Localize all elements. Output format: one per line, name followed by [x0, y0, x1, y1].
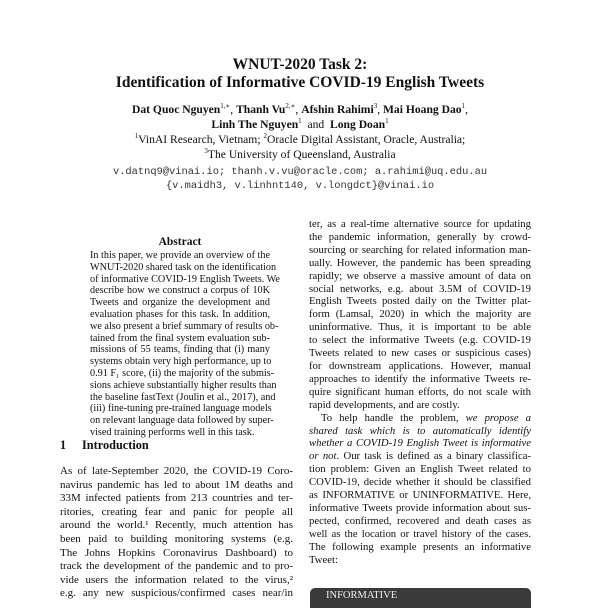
abstract-body — [90, 250, 280, 439]
introduction-body — [60, 465, 293, 601]
right-column-body — [309, 218, 531, 566]
text-line: on relevant language data followed by super- — [90, 415, 274, 427]
author: Dat Quoc Nguyen — [132, 103, 221, 116]
section-title: Introduction — [82, 438, 149, 452]
text-line: to select the informative Tweets (e.g. COVID-19 — [309, 334, 531, 347]
author: Mai Hoang Dao — [382, 103, 462, 116]
text-line: the pandemic information, generally by crowd- — [309, 230, 531, 243]
text-line: The Johns Hopkins Coronavirus Dashboard) to — [60, 546, 293, 559]
text-line: evaluation phases for this task. In addition, — [90, 308, 270, 320]
text-line: rapid developments, and are costly. — [309, 398, 460, 411]
text-line — [309, 425, 531, 438]
italic-run: or not — [309, 450, 337, 463]
text-line: social networks, e.g. about 3.5M of COVID-19 — [309, 282, 531, 295]
text-line — [309, 450, 531, 463]
authors-line1: Dat Quoc Nguyen$^{1,∗}$, Thanh $Vu^{2,∗}$, Afshin Rahimi$^3$, Mai Hoang Dao$^1$, — [132, 102, 468, 116]
text-line: vide users the information related to the virus,² — [60, 573, 293, 586]
text-line: missions of 55 teams, finding that (i) many — [90, 344, 270, 356]
affiliations-line2 — [0, 148, 600, 161]
text-line: COVID-19, decide whether it should be classified — [309, 476, 531, 489]
text-run: . Our task is defined as a binary classifica- — [336, 450, 531, 463]
aff-sup: 1 — [134, 132, 139, 140]
italic-run: we propose a — [465, 411, 532, 424]
paper-title-line2: Identification of Informative COVID-19 English Tweets — [115, 74, 485, 91]
author: Afshin Rahimi — [301, 103, 374, 116]
text-line: ritories, creating fear and panic for people all — [60, 505, 293, 518]
text-line: navirus pandemic has led to about 1M deaths and — [60, 478, 293, 491]
text-line: vised training performs well in this task. — [90, 426, 255, 438]
text-line — [309, 437, 531, 450]
author: Long Doan — [330, 118, 386, 131]
text-line: well as the location or travel history of the cases. — [309, 527, 531, 540]
text-line: In this paper, we provide an overview of the — [90, 250, 270, 261]
text-line: for downstream applications. However, manual — [309, 359, 531, 372]
text-line: tion problem: Given an English Tweet related to — [309, 463, 531, 476]
italic-run: shared task which is to automatically identify — [309, 424, 531, 437]
text-line: form (Lamsal, 2020) in which the majority are — [309, 308, 531, 321]
and-text: and — [307, 118, 325, 131]
emails-line2: {v.maidh3, v.linhnt140, v.longdct}@vinai.io — [165, 180, 435, 192]
text-line: sourcing or searching for related information man- — [309, 243, 531, 256]
text-line: 0.91 F₁ score, (ii) the majority of the submis- — [90, 367, 275, 379]
text-line: 33M infected patients from 213 countries and ter- — [60, 492, 293, 505]
emails-line1: v.datnq9@vinai.io; thanh.v.vu@oracle.com; a.rahimi@uq.edu.au — [112, 166, 488, 178]
italic-run: whether a COVID-19 English Tweet is informative — [309, 437, 531, 450]
section-heading-introduction — [60, 438, 149, 453]
text-line: systems obtain very high performance, up to — [90, 356, 272, 368]
abstract-heading: Abstract — [158, 236, 202, 248]
text-line: describe how we construct a corpus of 10K — [90, 285, 270, 297]
paragraph-continued — [309, 463, 531, 566]
text-line: WNUT-2020 shared task on the identification — [90, 261, 277, 273]
section-number: 1 — [60, 438, 67, 452]
authors-line2 — [0, 118, 600, 131]
author-sup: 1 — [298, 117, 302, 125]
text-line: we also present a brief summary of results ob- — [90, 320, 279, 332]
text-line: rapidly; we observe a massive amount of data on — [309, 269, 531, 282]
affiliations-line1 — [0, 133, 600, 146]
author: Linh The Nguyen — [211, 118, 299, 131]
author-sup: 1 — [385, 117, 389, 125]
text-line: informative Tweets provide information about sus- — [309, 501, 531, 514]
text-line: around the world.¹ Recently, much attention has — [60, 519, 293, 532]
author-sup: 1,∗ — [220, 102, 231, 110]
aff-sup: 2 — [263, 132, 267, 140]
text-line: ually. However, the pandemic has been spreading — [309, 256, 531, 269]
author: Thanh Vu — [236, 103, 286, 116]
text-line: Tweets and organize the development and — [90, 297, 270, 309]
text-line — [309, 412, 531, 425]
example-label: INFORMATIVE — [326, 590, 398, 601]
text-line: been paid to building monitoring systems (e.g. — [60, 532, 293, 545]
text-line: English Tweets posted daily on the Twitter plat- — [309, 295, 531, 308]
text-line: track the development of the pandemic and to pro- — [60, 560, 293, 573]
paper-title-line1: WNUT-2020 Task 2: — [232, 56, 368, 73]
example-tweet-box — [310, 588, 531, 608]
text-line: as INFORMATIVE or UNINFORMATIVE. Here, — [309, 489, 531, 502]
text-line: ter, as a real-time alternative source for updating — [309, 218, 531, 230]
text-line: the baseline fastText (Joulin et al., 2017), and — [90, 391, 276, 403]
aff-sup: 3 — [204, 147, 208, 155]
text-line: tained from the final system evaluation sub- — [90, 332, 270, 344]
affiliation: Oracle Digital Assistant, Oracle, Australia; — [266, 133, 466, 146]
author-sup: 3 — [373, 102, 378, 110]
text-line: uninformative. Thus, it is important to be able — [309, 321, 531, 334]
text-line: (iii) fine-tuning pre-trained language models — [90, 403, 272, 415]
text-line: approaches to identify the informative Tweets re- — [309, 372, 531, 385]
text-line: quire significant human efforts, do not scale with — [309, 385, 531, 398]
text-line: Tweets related to new cases or suspicious cases) — [309, 347, 531, 360]
affiliation: VinAI Research, Vietnam; — [138, 133, 264, 146]
text-line: As of late-September 2020, the COVID-19 Coro- — [60, 465, 293, 477]
text-line: e.g. any new suspicious/confirmed cases near/in — [60, 587, 293, 600]
author-sup: 1 — [461, 102, 466, 110]
affiliation: The University of Queensland, Australia — [207, 148, 396, 161]
text-run: To help handle the problem, — [321, 411, 466, 424]
text-line: of informative COVID-19 English Tweets. We — [90, 273, 280, 285]
author-sup: 2,∗ — [285, 102, 296, 110]
text-line: Tweet: — [309, 553, 338, 566]
text-line: The following example presents an informative — [309, 540, 531, 553]
text-line: sions achieve substantially higher results than — [90, 379, 277, 391]
text-line: pected, confirmed, recovered and death cases as — [309, 514, 531, 527]
